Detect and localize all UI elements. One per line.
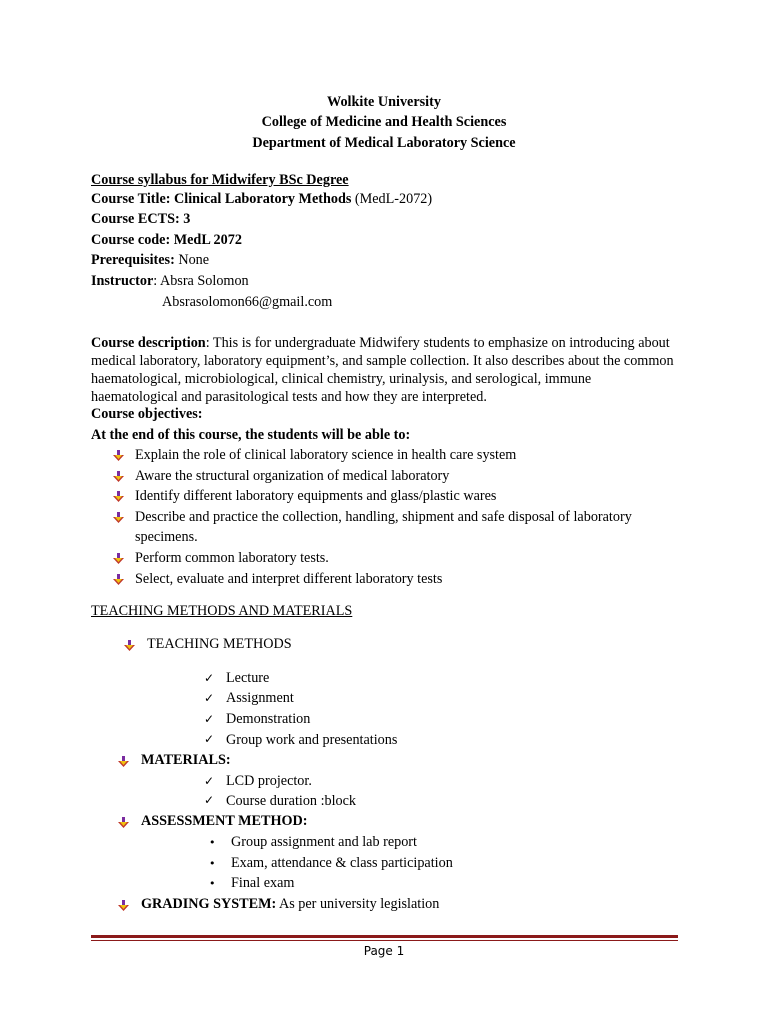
course-title-code: (MedL-2072) (351, 191, 433, 207)
arrow-bullet-icon (113, 450, 124, 461)
description-label: Course description (91, 335, 206, 351)
check-mark-icon: ✓ (204, 691, 215, 705)
university-name: Wolkite University (327, 94, 441, 110)
grading-label: GRADING SYSTEM: (141, 896, 277, 912)
department-name: Department of Medical Laboratory Science (252, 135, 516, 151)
material-item: LCD projector. (226, 773, 312, 789)
dot-bullet-icon: • (209, 857, 216, 870)
footer-rule-thin (91, 940, 678, 941)
teaching-method-item: Lecture (226, 670, 270, 686)
course-description (91, 334, 681, 406)
grading-line (141, 896, 439, 913)
course-title-label: Course Title: Clinical Laboratory Methods (91, 191, 352, 207)
instructor-email: Absrasolomon66@gmail.com (162, 294, 333, 310)
assessment-heading: ASSESSMENT METHOD: (141, 813, 308, 829)
material-item: Course duration :block (226, 793, 357, 809)
objective-item: Perform common laboratory tests. (135, 550, 329, 566)
objectives-intro: At the end of this course, the students will be able to: (91, 427, 411, 443)
teaching-method-item: Demonstration (226, 711, 311, 727)
arrow-bullet-icon (113, 512, 124, 523)
teaching-method-item: Group work and presentations (226, 732, 398, 748)
materials-heading: MATERIALS: (141, 752, 231, 768)
check-mark-icon: ✓ (204, 671, 215, 685)
objective-item: Explain the role of clinical laboratory science in health care system (135, 447, 517, 463)
page-number: Page 1 (363, 944, 405, 958)
course-ects: Course ECTS: 3 (91, 211, 191, 227)
objectives-heading: Course objectives: (91, 406, 203, 422)
objective-item: Identify different laboratory equipments and glass/plastic wares (135, 488, 497, 504)
teaching-method-item: Assignment (226, 690, 294, 706)
dot-bullet-icon: • (209, 836, 216, 849)
objective-item: Select, evaluate and interpret different laboratory tests (135, 571, 443, 587)
grading-value: As per university legislation (276, 896, 440, 912)
college-name: College of Medicine and Health Sciences (261, 114, 507, 130)
check-mark-icon: ✓ (204, 712, 215, 726)
check-mark-icon: ✓ (204, 732, 215, 746)
course-code: Course code: MedL 2072 (91, 232, 242, 248)
arrow-bullet-icon (118, 817, 129, 828)
syllabus-title: Course syllabus for Midwifery BSc Degree (91, 172, 349, 188)
instructor-label: Instructor (91, 273, 154, 289)
assessment-item: Final exam (231, 875, 295, 891)
objective-item: Aware the structural organization of medical laboratory (135, 468, 450, 484)
arrow-bullet-icon (113, 491, 124, 502)
arrow-bullet-icon (113, 553, 124, 564)
arrow-bullet-icon (118, 900, 129, 911)
dot-bullet-icon: • (209, 877, 216, 890)
instructor-value: : Absra Solomon (153, 273, 249, 289)
prerequisites-value: None (174, 252, 210, 268)
teaching-methods-heading: TEACHING METHODS (147, 636, 292, 652)
objective-item: Describe and practice the collection, handling, shipment and safe disposal of laboratory (135, 509, 632, 525)
footer-rule-thick (91, 935, 678, 938)
description-text: : This is for undergraduate Midwifery students to emphasize on introducing about medical laboratory, laboratory equipment’s, and sample collection. It also describes about the common haematological, microbiological, clinical chemistry, urinalysis, and serological, immune haematological and parasitological tests and how they are interpreted. (91, 335, 674, 405)
arrow-bullet-icon (113, 574, 124, 585)
prerequisites-label: Prerequisites: (91, 252, 175, 268)
check-mark-icon: ✓ (204, 774, 215, 788)
arrow-bullet-icon (113, 471, 124, 482)
teaching-section-heading: TEACHING METHODS AND MATERIALS (91, 603, 353, 619)
arrow-bullet-icon (124, 640, 135, 651)
assessment-item: Exam, attendance & class participation (231, 855, 453, 871)
instructor-line (91, 273, 249, 290)
objective-item-continuation: specimens. (135, 529, 198, 545)
arrow-bullet-icon (118, 756, 129, 767)
course-title-line (91, 191, 432, 208)
prerequisites-line (91, 252, 209, 269)
check-mark-icon: ✓ (204, 793, 215, 807)
assessment-item: Group assignment and lab report (231, 834, 417, 850)
